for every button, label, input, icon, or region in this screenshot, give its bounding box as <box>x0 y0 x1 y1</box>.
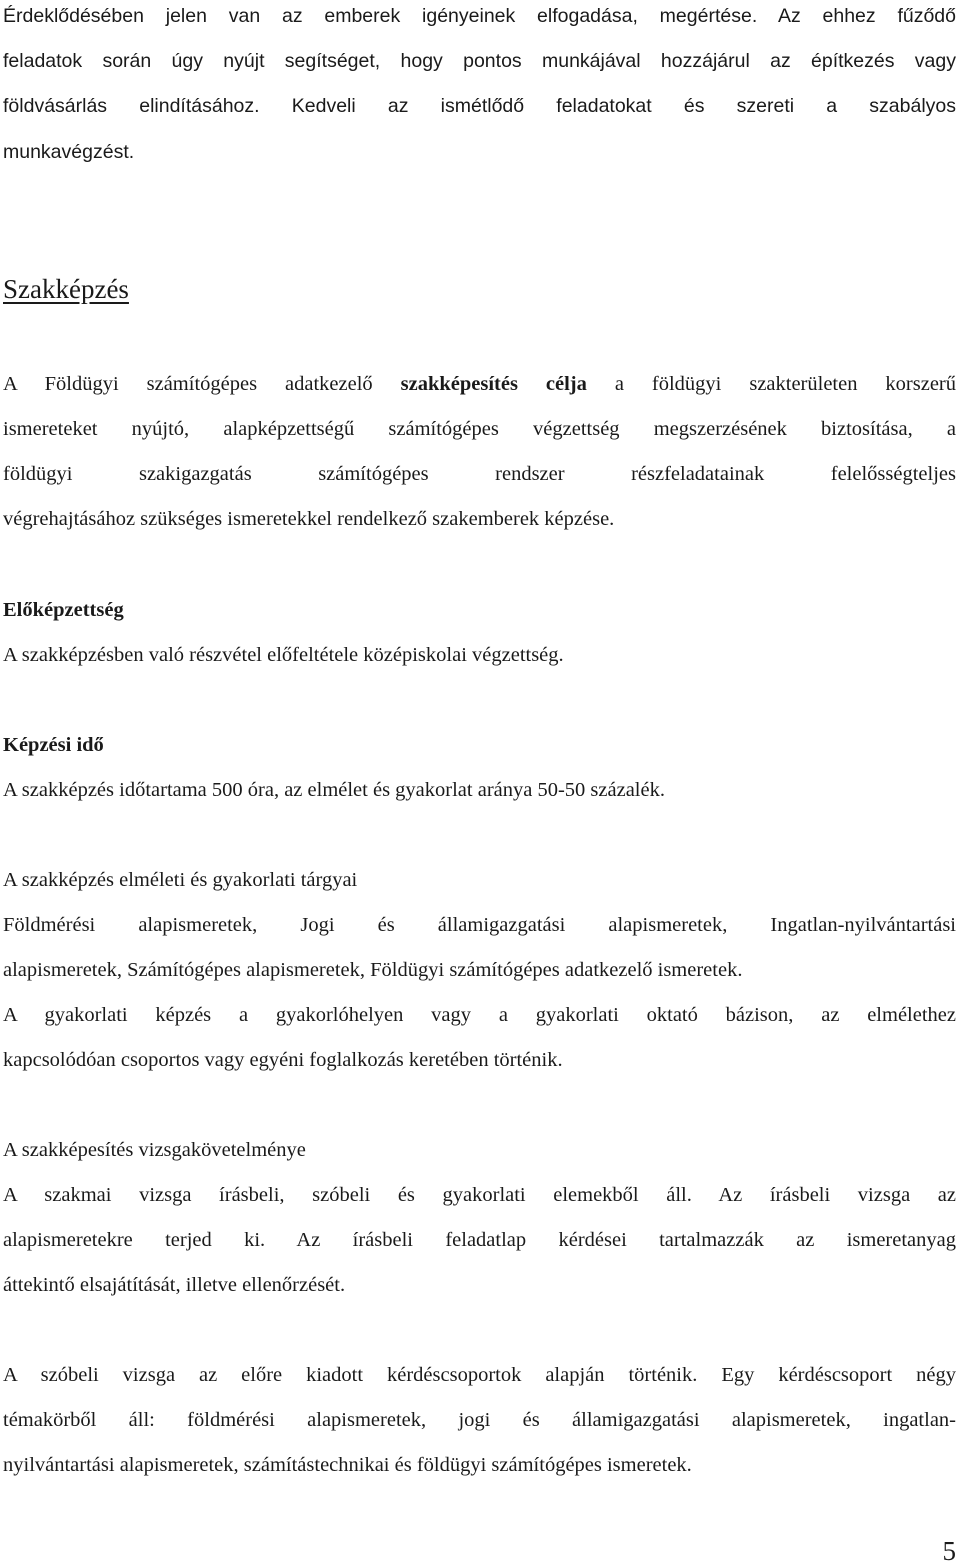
exam-line-3: áttekintő elsajátítását, illetve ellenőrzését. <box>3 1274 346 1296</box>
duration-text: A szakképzés időtartama 500 óra, az elmélet és gyakorlat aránya 50-50 százalék. <box>3 779 665 801</box>
goal-line-4: végrehajtásához szükséges ismeretekkel rendelkező szakemberek képzése. <box>3 508 615 530</box>
oral-line-3: nyilvántartási alapismeretek, számítástechnikai és földügyi számítógépes ismeretek. <box>3 1454 692 1476</box>
page-number: 5 <box>942 1536 956 1566</box>
subjects-heading: A szakképzés elméleti és gyakorlati tárgyai <box>3 869 358 891</box>
oral-line-1: A szóbeli vizsga az előre kiadott kérdéscsoportok alapján történik. Egy kérdéscsoport négy <box>3 1364 956 1386</box>
intro-line-1: Érdeklődésében jelen van az emberek igényeinek elfogadása, megértése. Az ehhez fűződő <box>3 5 956 27</box>
subjects-line-3: A gyakorlati képzés a gyakorlóhelyen vagy a gyakorlati oktató bázison, az elmélethez <box>3 1004 956 1026</box>
goal-line-2: ismereteket nyújtó, alapképzettségű számítógépes végzettség megszerzésének biztosítása, a <box>3 418 956 440</box>
subjects-line-1: Földmérési alapismeretek, Jogi és államigazgatási alapismeretek, Ingatlan-nyilvántartási <box>3 914 956 936</box>
goal-line-1-pre: A Földügyi számítógépes adatkezelő <box>3 373 401 395</box>
section-title: Szakképzés <box>3 274 129 304</box>
prerequisite-text: A szakképzésben való részvétel előfeltétele középiskolai végzettség. <box>3 644 564 666</box>
exam-line-2: alapismeretekre terjed ki. Az írásbeli feladatlap kérdései tartalmazzák az ismeretanyag <box>3 1229 956 1251</box>
intro-line-3: földvásárlás elindításához. Kedveli az ismétlődő feladatokat és szereti a szabályos <box>3 95 956 117</box>
subjects-line-4: kapcsolódóan csoportos vagy egyéni foglalkozás keretében történik. <box>3 1049 563 1071</box>
prerequisite-heading: Előképzettség <box>3 599 124 621</box>
exam-line-1: A szakmai vizsga írásbeli, szóbeli és gyakorlati elemekből áll. Az írásbeli vizsga az <box>3 1184 956 1206</box>
exam-heading: A szakképesítés vizsgakövetelménye <box>3 1139 306 1161</box>
intro-line-4: munkavégzést. <box>3 141 135 163</box>
goal-line-1-bold: szakképesítés célja <box>400 373 587 395</box>
goal-line-3: földügyi szakigazgatás számítógépes rendszer részfeladatainak felelősségteljes <box>3 463 956 485</box>
goal-line-1-post: a földügyi szakterületen korszerű <box>586 373 957 395</box>
subjects-line-2: alapismeretek, Számítógépes alapismeretek, Földügyi számítógépes adatkezelő ismeretek. <box>3 959 743 981</box>
goal-line-1 <box>3 370 956 398</box>
oral-line-2: témakörből áll: földmérési alapismeretek, jogi és államigazgatási alapismeretek, ingatlan- <box>3 1409 956 1431</box>
intro-line-2: feladatok során úgy nyújt segítséget, hogy pontos munkájával hozzájárul az építkezés vagy <box>3 50 956 72</box>
duration-heading: Képzési idő <box>3 734 104 756</box>
